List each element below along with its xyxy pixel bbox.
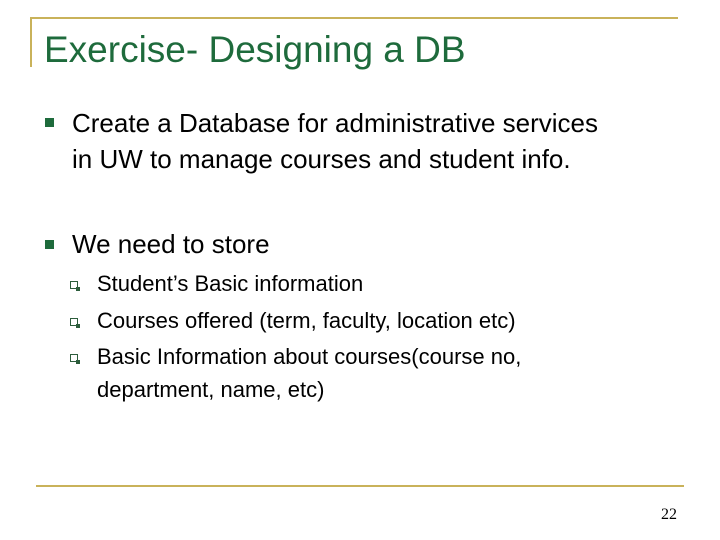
sub-bullet-item-2-line-1: Courses offered (term, faculty, location etc) <box>97 308 516 333</box>
bullet-item-2-line-1: We need to store <box>72 229 270 259</box>
checkbox-bullet-icon <box>70 281 78 289</box>
title-frame-top-rule <box>30 17 678 19</box>
square-bullet-icon <box>45 118 54 127</box>
page-number: 22 <box>661 506 677 523</box>
slide-title: Exercise- Designing a DB <box>44 29 466 70</box>
checkbox-bullet-icon <box>70 318 78 326</box>
sub-bullet-item-3-line-1: Basic Information about courses(course no, <box>97 344 522 369</box>
bullet-item-1-line-2: in UW to manage courses and student info. <box>72 144 571 174</box>
sub-bullet-item-3-line-2: department, name, etc) <box>97 377 325 402</box>
title-frame-left-rule <box>30 17 32 67</box>
checkbox-bullet-icon <box>70 354 78 362</box>
footer-rule <box>36 485 684 487</box>
bullet-item-1-line-1: Create a Database for administrative services <box>72 108 599 138</box>
square-bullet-icon <box>45 240 54 249</box>
sub-bullet-item-1-line-1: Student’s Basic information <box>97 271 364 296</box>
